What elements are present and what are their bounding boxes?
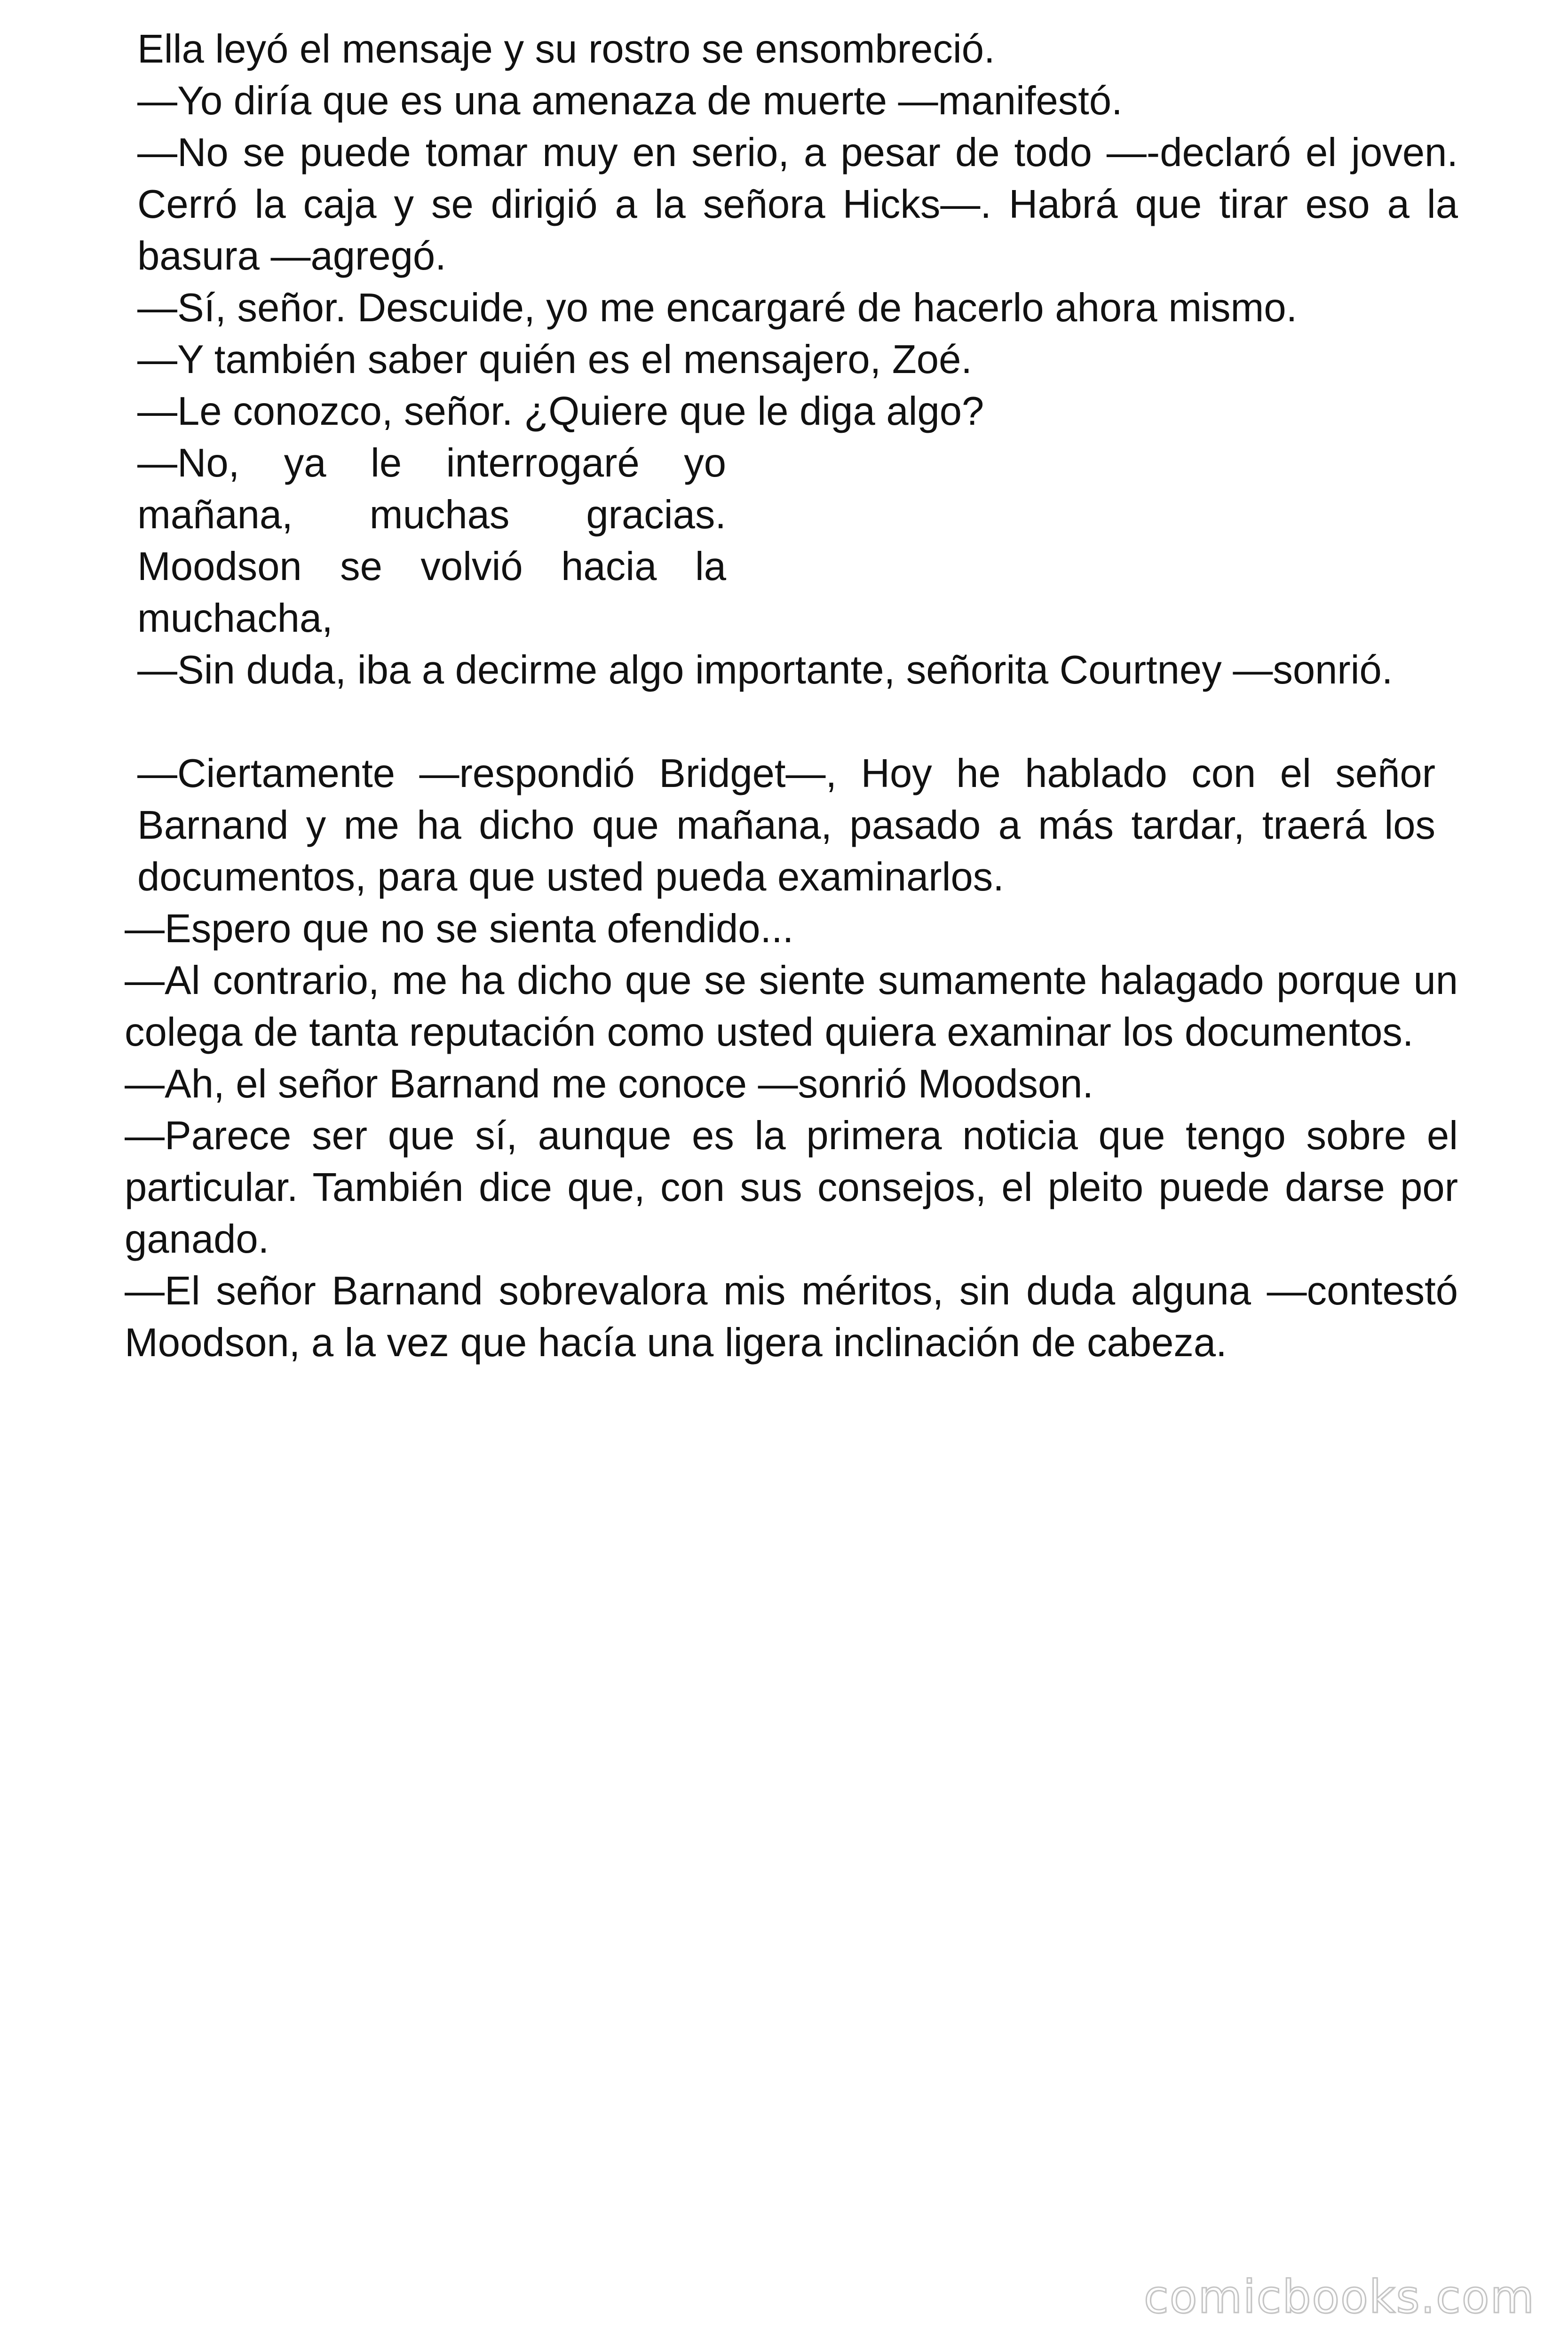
paragraph: —Al contrario, me ha dicho que se siente sumamente halagado porque un colega de tanta reputación como usted quiera examinar los documentos. <box>125 958 1458 1055</box>
paragraph: —Espero que no se sienta ofendido... <box>125 906 794 951</box>
paragraph: —Ciertamente —respondió Bridget—, Hoy he hablado con el señor Barnand y me ha dicho que mañana, pasado a más tardar, traerá los documentos, para que usted pueda examinarlos. <box>137 751 1435 899</box>
paragraph: —Sin duda, iba a decirme algo importante, señorita Courtney —sonrió. <box>137 648 1393 692</box>
text-block-indented <box>137 748 1435 903</box>
paragraph: —Yo diría que es una amenaza de muerte —manifestó. <box>137 79 1123 123</box>
text-block-opening <box>137 24 1458 437</box>
paragraph: —Parece ser que sí, aunque es la primera noticia que tengo sobre el particular. También dice que, con sus consejos, el pleito puede darse por ganado. <box>125 1113 1458 1262</box>
paragraph: —Sí, señor. Descuide, yo me encargaré de hacerlo ahora mismo. <box>137 286 1298 330</box>
paragraph: —No, ya le interrogaré yo mañana, muchas gracias. Moodson se volvió hacia la muchacha, <box>137 441 726 641</box>
watermark-logo: comicbooks.com <box>1143 2271 1535 2323</box>
paragraph: Ella leyó el mensaje y su rostro se ensombreció. <box>137 27 995 72</box>
text-block-closing <box>125 903 1458 1369</box>
paragraph: —Y también saber quién es el mensajero, Zoé. <box>137 337 972 382</box>
text-block-middle <box>137 644 1458 696</box>
paragraph: —El señor Barnand sobrevalora mis méritos, sin duda alguna —contestó Moodson, a la vez que hacía una ligera inclinación de cabeza. <box>125 1269 1458 1365</box>
paragraph: —Le conozco, señor. ¿Quiere que le diga algo? <box>137 389 984 434</box>
paragraph: —No se puede tomar muy en serio, a pesar de todo —-declaró el joven. Cerró la caja y se dirigió a la señora Hicks—. Habrá que tirar eso a la basura —agregó. <box>137 130 1458 278</box>
paragraph: —Ah, el señor Barnand me conoce —sonrió Moodson. <box>125 1062 1094 1106</box>
text-block-narrow-column <box>137 437 726 644</box>
